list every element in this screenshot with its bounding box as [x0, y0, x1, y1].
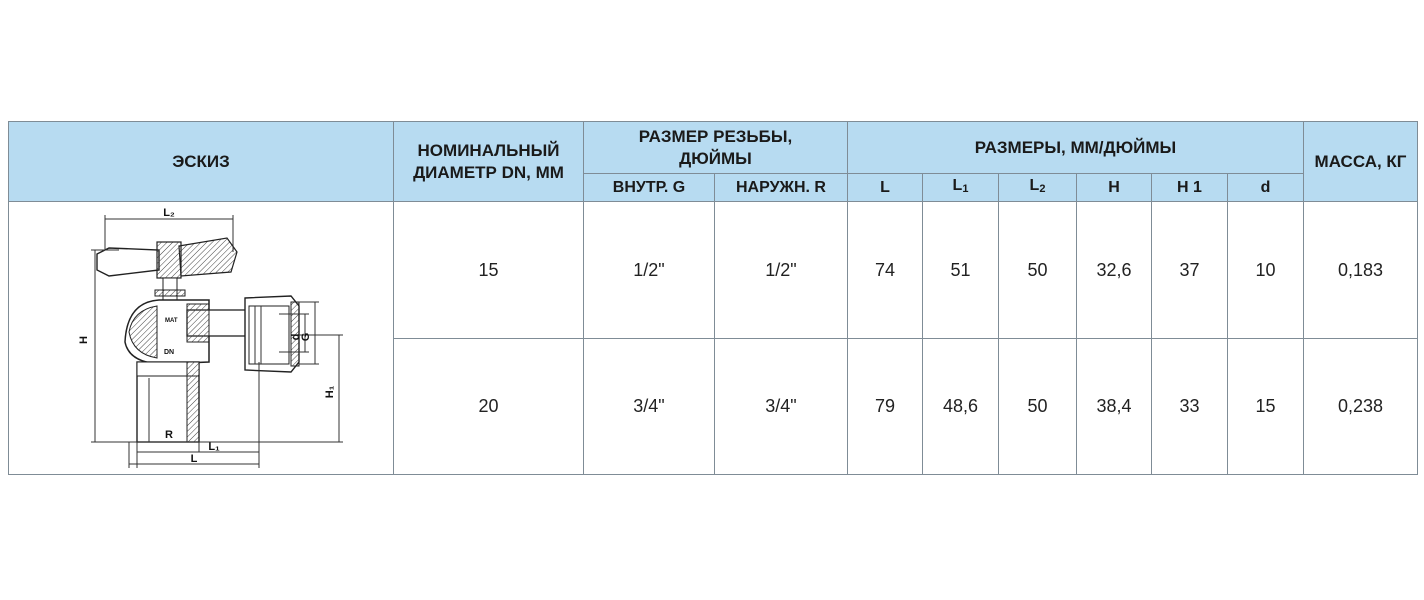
- cell-dn: 20: [394, 339, 584, 475]
- cell-L: 79: [848, 339, 923, 475]
- header-dim-d: d: [1228, 174, 1304, 202]
- spec-table: [8, 121, 1418, 475]
- header-nominal-diameter: НОМИНАЛЬНЫЙ ДИАМЕТР DN, ММ: [394, 122, 584, 202]
- valve-sketch: [9, 202, 393, 474]
- cell-H: 38,4: [1077, 339, 1152, 475]
- header-dim-L2-main: L: [1029, 177, 1040, 194]
- header-sketch: ЭСКИЗ: [9, 122, 394, 202]
- header-dim-L1-main: L: [952, 177, 963, 194]
- sketch-cell: [9, 202, 394, 475]
- label-l: L: [190, 453, 198, 465]
- header-thread-outer: НАРУЖН. R: [715, 174, 848, 202]
- header-thread-size: РАЗМЕР РЕЗЬБЫ, ДЮЙМЫ: [584, 122, 848, 174]
- header-dim-L2: [999, 174, 1077, 202]
- header-mass: МАССА, КГ: [1304, 122, 1418, 202]
- header-dimensions: РАЗМЕРЫ, ММ/ДЮЙМЫ: [848, 122, 1304, 174]
- header-dim-L1-sub: 1: [962, 183, 969, 195]
- cell-L2: 50: [999, 339, 1077, 475]
- header-dim-H: H: [1077, 174, 1152, 202]
- cell-thread-inner: 3/4": [584, 339, 715, 475]
- header-dim-H1: H 1: [1152, 174, 1228, 202]
- cell-thread-outer: 3/4": [715, 339, 848, 475]
- label-d: d: [290, 333, 302, 341]
- cell-L1: 51: [923, 202, 999, 339]
- label-l2: L₂: [163, 207, 175, 219]
- handle-shape: [97, 248, 159, 276]
- cell-thread-inner: 1/2": [584, 202, 715, 339]
- body-mark-mat: MAT: [165, 318, 178, 324]
- cell-H1: 33: [1152, 339, 1228, 475]
- body-mark-dn: DN: [164, 349, 175, 356]
- label-r: R: [165, 429, 173, 441]
- cell-L: 74: [848, 202, 923, 339]
- cell-L2: 50: [999, 202, 1077, 339]
- cell-d: 15: [1228, 339, 1304, 475]
- cell-H1: 37: [1152, 202, 1228, 339]
- cell-dn: 15: [394, 202, 584, 339]
- label-h: H: [78, 336, 90, 344]
- cell-mass: 0,238: [1304, 339, 1418, 475]
- cell-L1: 48,6: [923, 339, 999, 475]
- label-l1: L₁: [208, 441, 220, 453]
- cell-mass: 0,183: [1304, 202, 1418, 339]
- cell-H: 32,6: [1077, 202, 1152, 339]
- cell-thread-outer: 1/2": [715, 202, 848, 339]
- cell-d: 10: [1228, 202, 1304, 339]
- label-g: G: [300, 332, 312, 342]
- table-row: [9, 202, 1418, 339]
- header-dim-L: L: [848, 174, 923, 202]
- header-dim-L1: [923, 174, 999, 202]
- header-thread-inner: ВНУТР. G: [584, 174, 715, 202]
- header-dim-L2-sub: 2: [1039, 183, 1046, 195]
- label-h1: H₁: [324, 385, 336, 399]
